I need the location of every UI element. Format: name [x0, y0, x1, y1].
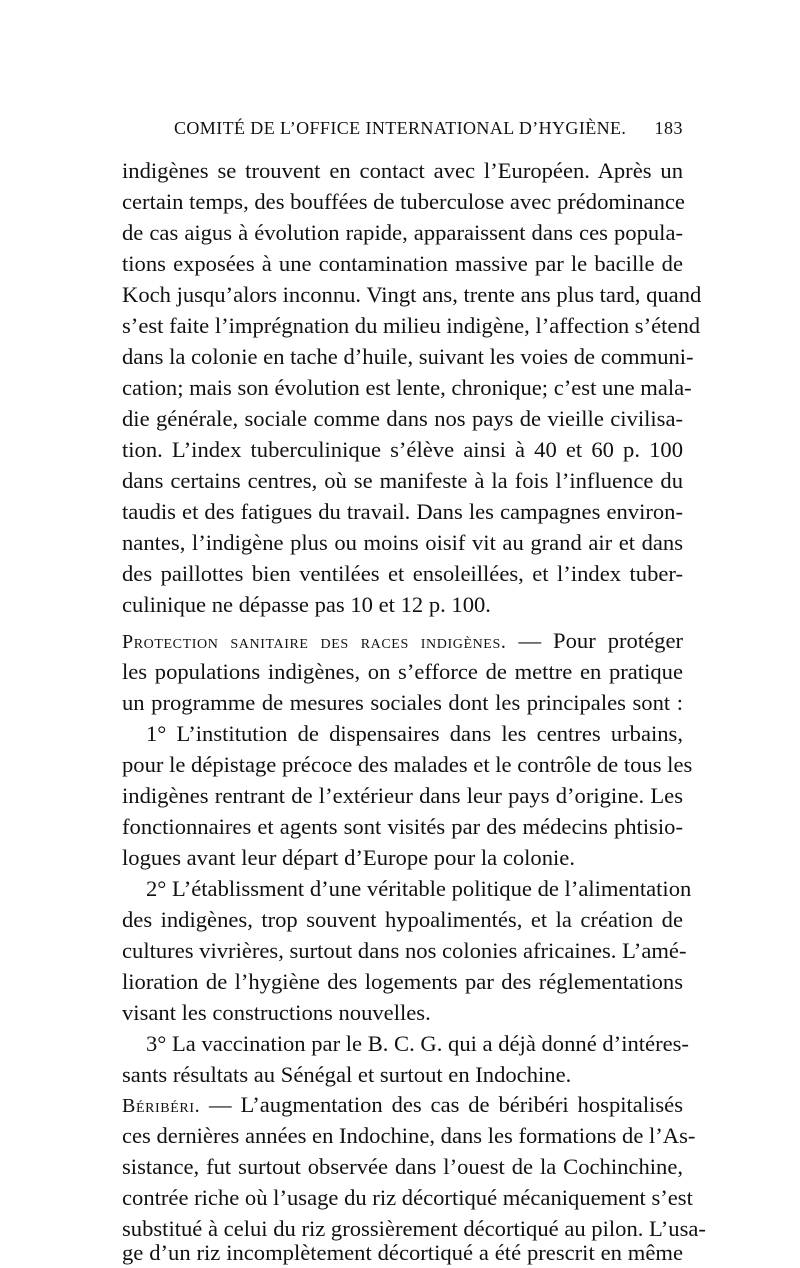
text-line: substitué à celui du riz grossièrement décortiqué au pilon. L’usa- [122, 1216, 706, 1241]
text-line: 1° L’institution de dispensaires dans les centres urbains, [146, 721, 683, 746]
text-line: des paillottes bien ventilées et ensoleillées, et l’index tuber- [122, 561, 683, 586]
text-line: culinique ne dépasse pas 10 et 12 p. 100. [122, 592, 491, 617]
text-line: nantes, l’indigène plus ou moins oisif vit au grand air et dans [122, 530, 683, 555]
text-line: dans certains centres, où se manifeste à la fois l’influence du [122, 468, 683, 493]
text-line: ge d’un riz incomplètement décortiqué a été prescrit en même [122, 1240, 683, 1265]
section-heading: Béribéri. [122, 1095, 201, 1117]
text-line: un programme de mesures sociales dont les principales sont : [122, 690, 683, 715]
text-line: 3° La vaccination par le B. C. G. qui a déjà donné d’intéres- [146, 1031, 689, 1056]
text-line: ces dernières années en Indochine, dans les formations de l’As- [122, 1123, 696, 1148]
text-line: contrée riche où l’usage du riz décortiqué mécaniquement s’est [122, 1185, 693, 1210]
text-line: pour le dépistage précoce des malades et le contrôle de tous les [122, 752, 693, 777]
text-line [122, 626, 683, 656]
text-line: des indigènes, trop souvent hypoalimentés, et la création de [122, 907, 683, 932]
text-line: cation; mais son évolution est lente, chronique; c’est une mala- [122, 375, 692, 400]
text-run: — L’augmentation des cas de béribéri hospitalisés [200, 1092, 683, 1117]
text-line: sistance, fut surtout observée dans l’ouest de la Cochinchine, [122, 1154, 683, 1179]
text-line [122, 1090, 683, 1120]
text-line: s’est faite l’imprégnation du milieu indigène, l’affection s’étend [122, 313, 701, 338]
text-line: dans la colonie en tache d’huile, suivant les voies de communi- [122, 344, 694, 369]
text-line: tion. L’index tuberculinique s’élève ainsi à 40 et 60 p. 100 [122, 437, 683, 462]
text-line: die générale, sociale comme dans nos pays de vieille civilisa- [122, 406, 683, 431]
text-line: Koch jusqu’alors inconnu. Vingt ans, trente ans plus tard, quand [122, 282, 702, 307]
page-number: 183 [654, 118, 683, 138]
text-line: taudis et des fatigues du travail. Dans les campagnes environ- [122, 499, 683, 524]
running-title: COMITÉ DE L’OFFICE INTERNATIONAL D’HYGIÈNE. [174, 118, 627, 138]
text-line: sants résultats au Sénégal et surtout en Indochine. [122, 1062, 572, 1087]
text-line: indigènes se trouvent en contact avec l’Européen. Après un [122, 158, 683, 183]
text-line: de cas aigus à évolution rapide, apparaissent dans ces popula- [122, 220, 683, 245]
section-heading: Protection sanitaire des races indigènes. [122, 631, 507, 653]
text-line: tions exposées à une contamination massive par le bacille de [122, 251, 683, 276]
text-line: visant les constructions nouvelles. [122, 1000, 431, 1025]
page-header [122, 118, 683, 142]
text-line: 2° L’établissment d’une véritable politique de l’alimentation [146, 876, 692, 901]
text-line: les populations indigènes, on s’efforce de mettre en pratique [122, 659, 683, 684]
text-line: certain temps, des bouffées de tuberculose avec prédominance [122, 189, 685, 214]
text-line: cultures vivrières, surtout dans nos colonies africaines. L’amé- [122, 938, 687, 963]
text-line: lioration de l’hygiène des logements par des réglementations [122, 969, 683, 994]
text-line: logues avant leur départ d’Europe pour la colonie. [122, 845, 575, 870]
text-run: — Pour protéger [506, 628, 683, 653]
text-line: fonctionnaires et agents sont visités par des médecins phtisio- [122, 814, 683, 839]
text-line: indigènes rentrant de l’extérieur dans leur pays d’origine. Les [122, 783, 683, 808]
